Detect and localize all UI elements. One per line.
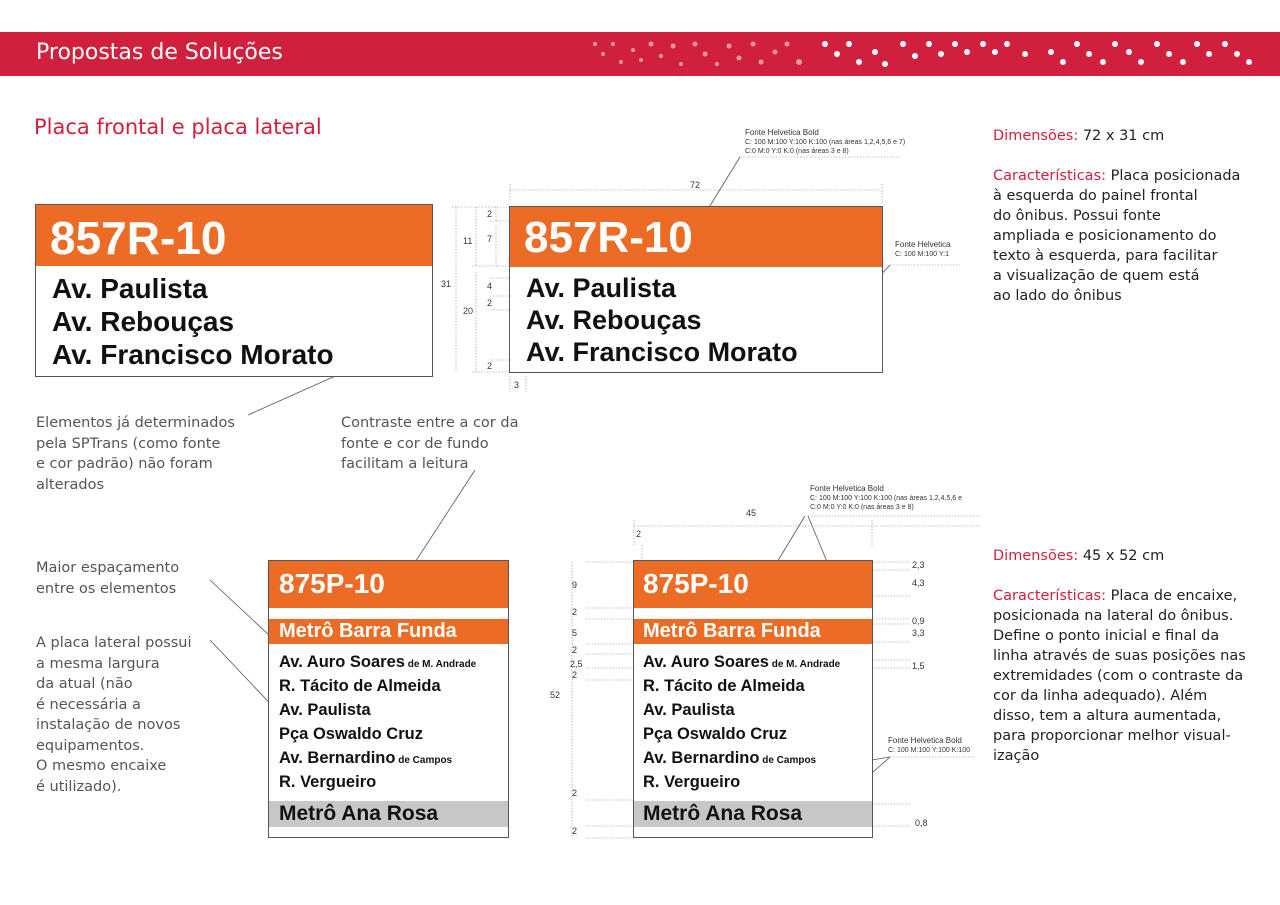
note-line: Contraste entre a cor da — [341, 415, 519, 431]
front-sign-technical-code: 857R-10 — [524, 213, 693, 262]
front-char-line: à esquerda do painel frontal — [993, 188, 1198, 204]
side-sign-technical — [633, 560, 873, 838]
side-sign-header — [269, 561, 508, 608]
front-sign-technical-street-3: Av. Francisco Morato — [526, 337, 798, 367]
side-dim-r3: 0,9 — [912, 616, 925, 626]
front-dim-head: 7 — [487, 234, 493, 244]
side-dim-head: 9 — [572, 580, 578, 590]
front-sign-street-1: Av. Paulista — [52, 273, 208, 304]
note-line: entre os elementos — [36, 580, 177, 597]
front-dim-height: 31 — [441, 279, 452, 289]
note-line: A placa lateral possui — [36, 635, 192, 651]
side-dim-g6: 2 — [572, 826, 578, 836]
side-bold2-cmyk: C: 100 M:100 Y:100 K:100 — [888, 747, 970, 754]
note-line: instalação de novos — [36, 717, 181, 733]
front-sign-code: 857R-10 — [50, 212, 227, 264]
front-char-line: ampliada e posicionamento do — [993, 228, 1217, 244]
front-sign-technical-street-1: Av. Paulista — [526, 273, 677, 303]
side-dim-r4: 3,3 — [912, 628, 925, 638]
side-sign-origin: Metrô Barra Funda — [279, 620, 457, 642]
note-line: a mesma largura — [36, 655, 160, 672]
side-dim-r1: 2,3 — [912, 560, 925, 570]
side-sign-stop-3 — [279, 701, 371, 720]
side-sign-technical-destination: Metrô Ana Rosa — [643, 802, 803, 825]
side-dim-label: Dimensões: — [993, 548, 1079, 564]
side-dim-g5: 2 — [572, 788, 578, 798]
front-dim-gap: 4 — [487, 281, 493, 291]
note-spacing — [36, 558, 179, 599]
side-char-label: Características: — [993, 588, 1106, 604]
section-title: Placa frontal e placa lateral — [34, 115, 322, 139]
front-sign-street-2: Av. Rebouças — [52, 306, 235, 337]
side-sign-technical-stop-2 — [643, 677, 805, 696]
side-sign-stop-4 — [279, 725, 423, 744]
stop-main: Av. Paulista — [279, 701, 371, 719]
note-line: e cor padrão) não foram — [36, 456, 213, 472]
stop-small: de M. Andrade — [404, 659, 477, 670]
front-dim-top: 2 — [487, 209, 493, 219]
side-sign-destination-band — [269, 801, 508, 827]
stop-main: Av. Paulista — [643, 701, 735, 719]
header-title: Propostas de Soluções — [36, 40, 283, 65]
front-dim-width: 72 — [690, 180, 701, 190]
note-line: equipamentos. — [36, 737, 145, 754]
side-dim-r2: 4,3 — [912, 578, 925, 588]
side-sign-code: 875P-10 — [279, 568, 385, 599]
side-dimensions — [993, 546, 1246, 566]
side-dim-left: 2 — [636, 529, 642, 539]
stop-main: R. Tácito de Almeida — [643, 677, 805, 695]
side-dim-r5: 1,5 — [912, 661, 925, 671]
front-sign — [35, 204, 433, 377]
side-dim-g4: 2 — [572, 670, 578, 680]
side-sign-stop-1 — [279, 653, 476, 672]
front-spec — [993, 126, 1240, 306]
side-sign-origin-band — [269, 619, 508, 644]
side-sign-stop-5 — [279, 749, 452, 768]
front-sign-technical — [509, 206, 883, 373]
stop-main: Pça Oswaldo Cruz — [643, 725, 787, 743]
note-line: Maior espaçamento — [36, 560, 180, 576]
side-dim-g2: 2 — [572, 645, 578, 655]
side-char-line: cor da linha adequado). Além — [993, 688, 1208, 704]
side-sign-technical-origin: Metrô Barra Funda — [643, 620, 821, 642]
note-contrast — [341, 413, 518, 475]
front-dim-label: Dimensões: — [993, 128, 1079, 144]
side-bold-cmyk-2: C:0 M:0 Y:0 K:0 (nas áreas 3 e 8) — [810, 504, 914, 511]
side-dim-width: 45 — [746, 508, 757, 518]
stop-small: de Campos — [395, 755, 453, 766]
side-char-line: posicionada na lateral do ônibus. — [993, 608, 1234, 624]
stop-main: R. Vergueiro — [643, 773, 741, 791]
note-line: alterados — [36, 476, 104, 493]
stop-main: R. Tácito de Almeida — [279, 677, 441, 695]
front-sign-header — [36, 205, 432, 266]
front-sign-technical-header — [510, 207, 882, 267]
side-dim-height: 52 — [550, 690, 561, 700]
note-elements — [36, 413, 235, 495]
side-dim-g3: 2,5 — [570, 659, 583, 669]
front-dim-bottom: 2 — [487, 361, 493, 371]
side-bold-font-label: Fonte Helvetica Bold — [810, 484, 884, 493]
side-char-line: ização — [993, 748, 1040, 764]
front-dim-value: 72 x 31 cm — [1078, 128, 1165, 144]
note-line: é necessária a — [36, 696, 141, 713]
front-char-line: a visualização de quem está — [993, 268, 1200, 284]
front-bold-cmyk-1: C: 100 M:100 Y:100 K:100 (nas áreas 1,2,4,5,6 e 7) — [745, 139, 906, 146]
note-line: fonte e cor de fundo — [341, 435, 489, 452]
stop-main: Av. Auro Soares — [279, 653, 405, 671]
front-bold-font-label: Fonte Helvetica Bold — [745, 128, 819, 137]
stop-main: Av. Bernardino — [279, 749, 396, 767]
side-sign-technical-header — [634, 561, 872, 608]
side-sign-technical-stop-6 — [643, 773, 740, 792]
side-char-line: Define o ponto inicial e final da — [993, 628, 1220, 644]
front-regular-font-label: Fonte Helvetica — [895, 240, 951, 249]
front-characteristics — [993, 166, 1240, 186]
front-char-line: do ônibus. Possui fonte — [993, 208, 1161, 224]
note-line: pela SPTrans (como fonte — [36, 435, 221, 452]
side-dim-value: 45 x 52 cm — [1078, 548, 1165, 564]
front-regular-cmyk: C: 100 M:100 Y:1 — [895, 251, 949, 258]
front-dim-gap2: 2 — [487, 298, 493, 308]
side-bold-cmyk-1: C: 100 M:100 Y:100 K:100 (nas áreas 1,2,4,5,6 e — [810, 495, 963, 502]
side-sign-technical-stop-4 — [643, 725, 787, 744]
stop-main: Pça Oswaldo Cruz — [279, 725, 423, 743]
side-bold-font-label-2: Fonte Helvetica Bold — [888, 736, 962, 745]
side-dim-g1: 2 — [572, 607, 578, 617]
note-line: Elementos já determinados — [36, 415, 235, 431]
side-sign-stop-2 — [279, 677, 441, 696]
note-lateral — [36, 633, 192, 797]
side-dim-r6: 0,8 — [915, 818, 928, 828]
front-char-label: Características: — [993, 168, 1106, 184]
front-bold-cmyk-2: C:0 M:0 Y:0 K:0 (nas áreas 3 e 8) — [745, 148, 849, 155]
side-spec — [993, 546, 1246, 766]
note-line: facilitam a leitura — [341, 456, 469, 472]
side-char-line: Placa de encaixe, — [1106, 588, 1238, 604]
stop-main: Av. Auro Soares — [643, 653, 769, 671]
side-sign-destination: Metrô Ana Rosa — [279, 802, 439, 825]
side-sign-stop-6 — [279, 773, 376, 792]
front-sign-technical-street-2: Av. Rebouças — [526, 305, 702, 335]
stop-main: R. Vergueiro — [279, 773, 377, 791]
side-dim-origin: 5 — [572, 628, 578, 638]
side-sign-technical-code: 875P-10 — [643, 568, 749, 599]
side-sign — [268, 560, 509, 838]
side-characteristics — [993, 586, 1246, 606]
stop-small: de Campos — [759, 755, 817, 766]
front-sign-street-3: Av. Francisco Morato — [52, 339, 334, 370]
side-sign-technical-destination-band — [634, 801, 872, 827]
front-char-line: texto à esquerda, para facilitar — [993, 248, 1218, 264]
note-line: é utilizado). — [36, 778, 122, 795]
side-sign-technical-origin-band — [634, 619, 872, 644]
front-dim-body: 20 — [463, 306, 474, 316]
side-sign-technical-stop-5 — [643, 749, 816, 768]
note-line: da atual (não — [36, 676, 133, 692]
note-line: O mesmo encaixe — [36, 758, 167, 774]
side-char-line: linha através de suas posições nas — [993, 648, 1246, 664]
side-sign-technical-stop-1 — [643, 653, 840, 672]
side-char-line: disso, tem a altura aumentada, — [993, 708, 1222, 724]
side-sign-technical-stop-3 — [643, 701, 735, 720]
front-dimensions — [993, 126, 1240, 146]
front-dim-left: 3 — [514, 380, 520, 390]
side-char-line: extremidades (com o contraste da — [993, 668, 1244, 684]
front-char-line: ao lado do ônibus — [993, 288, 1122, 304]
front-dim-head-total: 11 — [463, 236, 473, 246]
side-char-line: para proporcionar melhor visual- — [993, 728, 1231, 744]
stop-small: de M. Andrade — [768, 659, 841, 670]
front-char-line: Placa posicionada — [1106, 168, 1241, 184]
stop-main: Av. Bernardino — [643, 749, 760, 767]
